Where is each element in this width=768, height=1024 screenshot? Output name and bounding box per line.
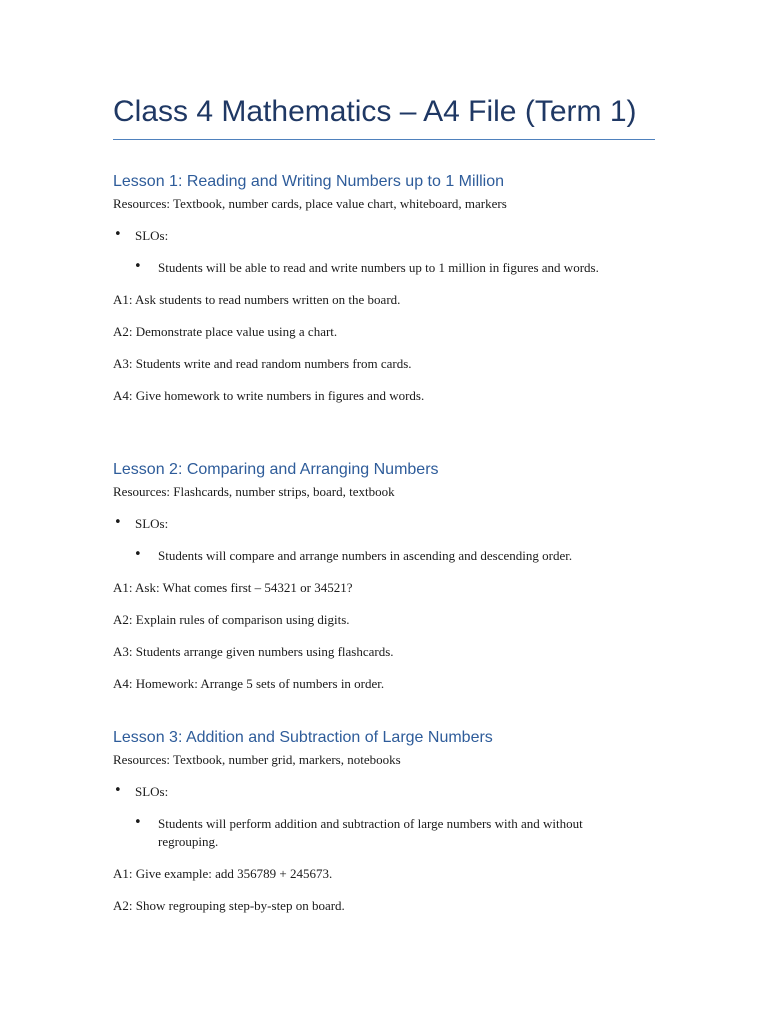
lesson-heading: Lesson 3: Addition and Subtraction of Large Numbers — [113, 729, 493, 746]
slo-text: Students will perform addition and subtraction of large numbers with and without regrouping. — [158, 816, 583, 849]
slo-subitem — [113, 815, 673, 851]
activity-item: A2: Demonstrate place value using a chart. — [113, 324, 338, 339]
activity-item: A4: Homework: Arrange 5 sets of numbers in order. — [113, 676, 385, 691]
bullet-icon: • — [134, 547, 142, 562]
bullet-icon: • — [114, 783, 122, 798]
lesson-1-section — [113, 172, 673, 405]
slo-subitem — [113, 259, 673, 277]
activity-item: A2: Show regrouping step-by-step on board. — [113, 898, 345, 913]
bullet-icon: • — [114, 227, 122, 242]
lesson-resources: Resources: Flashcards, number strips, board, textbook — [113, 484, 395, 499]
slo-list-item — [113, 783, 673, 801]
lesson-2-section — [113, 460, 673, 693]
lesson-heading: Lesson 2: Comparing and Arranging Numbers — [113, 461, 439, 478]
lesson-3-section — [113, 728, 673, 915]
slo-label: SLOs: — [135, 516, 169, 531]
document-title: Class 4 Mathematics – A4 File (Term 1) — [113, 95, 637, 128]
slo-text: Students will be able to read and write numbers up to 1 million in figures and words. — [158, 260, 599, 275]
lesson-heading: Lesson 1: Reading and Writing Numbers up to 1 Million — [113, 173, 505, 190]
slo-label: SLOs: — [135, 228, 169, 243]
slo-label: SLOs: — [135, 784, 169, 799]
title-underline — [113, 139, 655, 140]
slo-list-item — [113, 227, 673, 245]
activity-item: A4: Give homework to write numbers in figures and words. — [113, 388, 425, 403]
bullet-icon: • — [134, 815, 142, 830]
activity-item: A2: Explain rules of comparison using digits. — [113, 612, 350, 627]
lesson-resources: Resources: Textbook, number cards, place value chart, whiteboard, markers — [113, 196, 507, 211]
activity-item: A1: Ask students to read numbers written on the board. — [113, 292, 401, 307]
activity-item: A3: Students arrange given numbers using flashcards. — [113, 644, 394, 659]
bullet-icon: • — [134, 259, 142, 274]
activity-item: A1: Ask: What comes first – 54321 or 34521? — [113, 580, 353, 595]
activity-item: A1: Give example: add 356789 + 245673. — [113, 866, 333, 881]
bullet-icon: • — [114, 515, 122, 530]
lesson-resources: Resources: Textbook, number grid, markers, notebooks — [113, 752, 401, 767]
slo-text: Students will compare and arrange numbers in ascending and descending order. — [158, 548, 573, 563]
slo-subitem — [113, 547, 673, 565]
slo-list-item — [113, 515, 673, 533]
activity-item: A3: Students write and read random numbers from cards. — [113, 356, 412, 371]
